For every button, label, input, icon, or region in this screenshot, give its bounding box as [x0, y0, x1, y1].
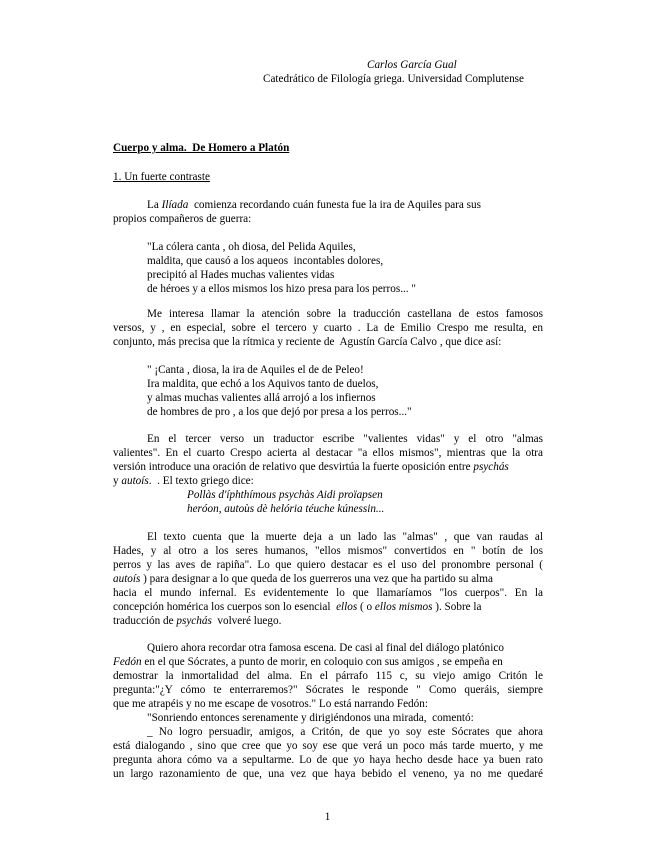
quote-1-line: de héroes y a ellos mismos los hizo presa para los perros... " — [147, 283, 416, 295]
paragraph-2-line-2: versos, y , en especial, sobre el tercero y cuarto . La de Emilio Crespo me resulta, en — [113, 322, 543, 334]
section-heading: 1. Un fuerte contraste — [113, 171, 210, 183]
paragraph-1-line-1 — [147, 198, 481, 212]
paragraph-4-line-4 — [113, 572, 493, 586]
quote-2-line: y almas muchas valientes allá arrojó a los infiernos — [147, 392, 376, 404]
work-title-fedon: Fedón — [113, 656, 142, 668]
text-span: traducción de — [113, 615, 177, 627]
term-ellos: ellos — [336, 601, 358, 613]
paragraph-4-line-5: hacia el mundo infernal. Es evidentemente lo que llamaríamos "los cuerpos". En la — [113, 587, 543, 599]
page-number: 1 — [324, 811, 331, 823]
paragraph-5-line-1: Quiero ahora recordar otra famosa escena. De casi al final del diálogo platónico — [147, 642, 504, 654]
text-span: ) para designar a lo que queda de los guerreros una vez que ha partido su alma — [140, 573, 493, 585]
greek-term-autois: autoís — [113, 573, 141, 585]
greek-term-psychas: psychás — [473, 461, 509, 473]
quote-2-line: " ¡Canta , diosa, la ira de Aquiles el de de Peleo! — [147, 364, 364, 376]
greek-term-autois: autoís — [121, 475, 149, 487]
text-span: comienza recordando cuán funesta fue la ira de Aquiles para sus — [188, 199, 481, 211]
greek-verse: Pollàs d'íphthímous psychàs Aidi proïapsen — [187, 489, 383, 501]
quote-2-line: de hombres de pro , a los que dejó por presa a los perros..." — [147, 406, 412, 418]
paragraph-5-line-6: "Sonriendo entonces serenamente y dirigiéndonos una mirada, comentó: — [147, 712, 474, 724]
term-ellos-mismos: ellos mismos — [374, 601, 433, 613]
paragraph-3-line-3 — [113, 460, 509, 474]
text-span: en el que Sócrates, a punto de morir, en coloquio con sus amigos , se empeña en — [141, 656, 503, 668]
quote-2-line: Ira maldita, que echó a los Aquivos tanto de duelos, — [147, 378, 379, 390]
paragraph-5-line-8: está dialogando , sino que cree que yo soy ese que verá un poco más tarde muerto, y me — [113, 740, 543, 752]
text-span: concepción homérica los cuerpos son lo esencial — [113, 601, 337, 613]
quote-1-line: "La cólera canta , oh diosa, del Pelida Aquiles, — [147, 241, 356, 253]
paragraph-5-line-7: _ No logro persuadir, amigos, a Critón, de que yo soy este Sócrates que ahora — [147, 726, 543, 738]
paragraph-5-line-4: pregunta:"¿Y cómo te enterraremos?" Sócrates le responde " Como queráis, siempre — [113, 684, 543, 696]
paragraph-5-line-9: pregunta ahora cómo va a sepultarme. Lo de que yo haya hecho desde hace ya buen rato — [113, 754, 543, 766]
quote-1-line: maldita, que causó a los aqueos incontables dolores, — [147, 255, 384, 267]
paragraph-2-line-1: Me interesa llamar la atención sobre la traducción castellana de estos famosos — [147, 308, 543, 320]
greek-term-psychas: psychás — [176, 615, 212, 627]
paragraph-5-line-10: un largo razonamiento de que, una vez que haya bebido el veneno, ya no me quedaré — [113, 768, 543, 780]
text-span: . . El texto griego dice: — [148, 475, 254, 487]
paragraph-4-line-3: perros y las aves de rapiña". Lo que quiero destacar es el uso del pronombre personal ( — [113, 559, 543, 571]
paragraph-3-line-1: En el tercer verso un traductor escribe "valientes vidas" y el otro "almas — [147, 433, 543, 445]
paragraph-1-line-2: propios compañeros de guerra: — [113, 213, 252, 225]
author-name: Carlos García Gual — [367, 59, 457, 71]
paragraph-5-line-3: demostrar la inmortalidad del alma. En el párrafo 115 c, su viejo amigo Critón le — [113, 670, 543, 682]
paragraph-3-line-4 — [113, 474, 254, 488]
paragraph-5-line-2 — [113, 655, 503, 669]
paragraph-4-line-6 — [113, 600, 482, 614]
text-span: ( o — [357, 601, 375, 613]
text-span: y — [113, 475, 122, 487]
text-span: La — [147, 199, 162, 211]
paragraph-4-line-2: Hades, y al otro a los seres humanos, "ellos mismos" convertidos en " botín de los — [113, 545, 543, 557]
paragraph-2-line-3: conjunto, más precisa que la rítmica y reciente de Agustín García Calvo , que dice así: — [113, 336, 502, 348]
paragraph-4-line-7 — [113, 614, 281, 628]
paragraph-5-line-5: que me atrapéis y no me escape de vosotros." Lo está narrando Fedón: — [113, 698, 428, 710]
author-affiliation: Catedrático de Filología griega. Universidad Complutense — [263, 73, 524, 85]
text-span: versión introduce una oración de relativo que desvirtúa la fuerte oposición entre — [113, 461, 474, 473]
text-span: ). Sobre la — [432, 601, 482, 613]
text-span: volveré luego. — [211, 615, 282, 627]
quote-1-line: precipitó al Hades muchas valientes vidas — [147, 269, 335, 281]
paragraph-3-line-2: valientes". En el cuarto Crespo acierta al destacar "a ellos mismos", mientras que la otra — [113, 447, 543, 459]
paragraph-4-line-1: El texto cuenta que la muerte deja a un lado las "almas" , que van raudas al — [147, 531, 543, 543]
document-title: Cuerpo y alma. De Homero a Platón — [113, 142, 290, 154]
greek-verse: heróon, autoùs dè helória téuche kúnessin... — [187, 503, 385, 515]
work-title-iliada: Ilíada — [161, 199, 189, 211]
